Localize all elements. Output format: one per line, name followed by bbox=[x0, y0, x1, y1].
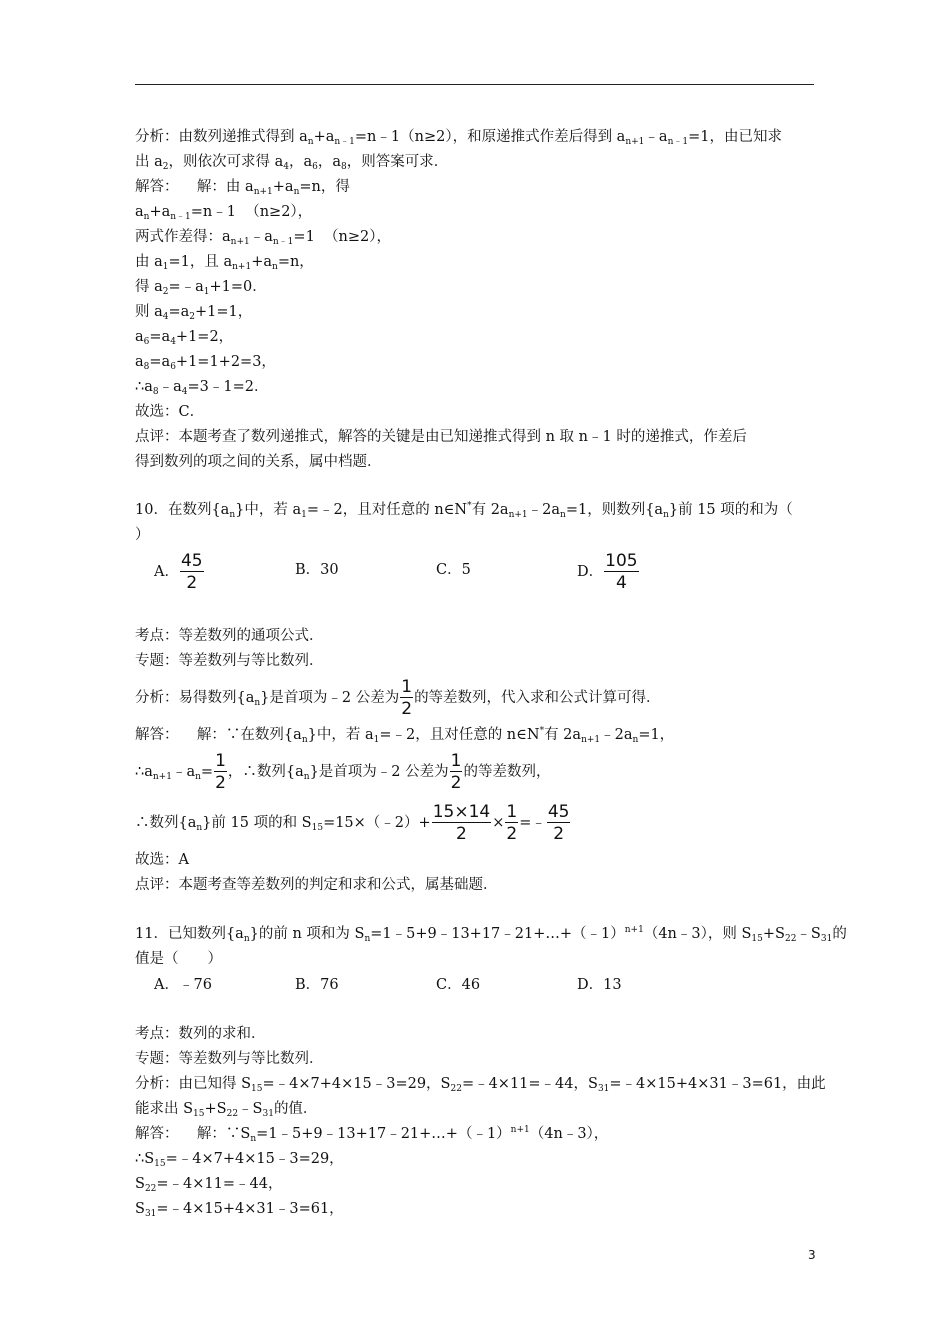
q11-zhuanti: 专题：等差数列与等比数列． bbox=[135, 1051, 324, 1067]
p9-comment-line1: 点评：本题考查了数列递推式，解答的关键是由已知递推式得到 n 取 n﹣1 时的递推式，作差后 bbox=[135, 429, 747, 445]
header-rule bbox=[135, 84, 814, 85]
q10-analysis: 分析：易得数列$\{a_n\}$是首项为﹣2 公差为 $\frac{1}{2}$ 的等差数列，代入求和公式计算可得． bbox=[135, 677, 661, 719]
page-number: 3 bbox=[808, 1248, 816, 1262]
p9-solution-step: 则 $a_4=a_2+1=1$， bbox=[135, 304, 253, 322]
p9-solution-step: 由 $a_1=1$，且 $a_{n+1}+a_n=n$， bbox=[135, 254, 314, 272]
q11-analysis-line2: 能求出 $S_{15}+S_{22}﹣S_{31}$的值． bbox=[135, 1101, 318, 1119]
p9-solution-step: 得 $a_2=﹣a_1+1=0$． bbox=[135, 279, 267, 297]
q10-stem-line2: ） bbox=[135, 527, 150, 543]
p9-solution-step: $\therefore a_8﹣a_4=3﹣1=2$． bbox=[135, 379, 269, 397]
p9-solution-step: 两式作差得：$a_{n+1}﹣a_{n﹣1}=1$ （n≥2）， bbox=[135, 229, 391, 247]
q10-zhuanti: 专题：等差数列与等比数列． bbox=[135, 653, 324, 669]
q10-solution-line1: 解答： 解：∵在数列$\{a_n\}$中，若 $a_1=﹣2$，且对任意的 n∈N*有 $2a_{n+1}﹣2a_n=1$， bbox=[135, 726, 675, 745]
q10-option-a: A． $\frac{45}{2}$ bbox=[154, 551, 203, 593]
p9-analysis-line2: 出 $a_2$，则依次可求得 $a_4$，$a_6$，$a_8$，则答案可求． bbox=[135, 154, 449, 172]
q11-option-a: A．﹣76 bbox=[154, 977, 212, 993]
q11-option-d: D．13 bbox=[577, 977, 622, 993]
p9-solution-head: 解答： 解：由 $a_{n+1}+a_n=n$，得 bbox=[135, 179, 350, 197]
p9-solution-step: $a_n+a_{n﹣1}=n﹣1$ （n≥2）， bbox=[135, 204, 313, 222]
q11-solution-step: $S_{31}=﹣4\times 15+4\times 31﹣3=61$， bbox=[135, 1201, 344, 1219]
q10-kaodian: 考点：等差数列的通项公式． bbox=[135, 628, 324, 644]
p9-comment-line2: 得到数列的项之间的关系，属中档题． bbox=[135, 454, 382, 470]
p9-analysis-line1: 分析：由数列递推式得到 $a_n+a_{n﹣1}=n﹣1(n\ge 2)$，和原递推式作差后得到 $a_{n+1}﹣a_{n﹣1}=1$，由已知求 bbox=[135, 129, 782, 147]
q10-choice: 故选：A bbox=[135, 852, 189, 868]
q11-solution-step: $S_{22}=﹣4\times 11=﹣44$， bbox=[135, 1176, 283, 1194]
q10-solution-line3: ∴数列$\{a_n\}$前 15 项的和 $S_{15}=15\times(﹣2)+$ $\frac{15\times 14}{2}$ × $\frac{1}{2}$ =﹣ $\frac{45}{2}$ bbox=[135, 802, 570, 844]
q10-stem: 10．在数列$\{a_n\}$中，若 $a_1=﹣2$，且对任意的 n∈N*有 $2a_{n+1}﹣2a_n=1$，则数列$\{a_n\}$前 15 项的和为（ bbox=[135, 501, 793, 520]
q10-option-b: B．30 bbox=[295, 562, 339, 578]
q10-option-d: D． $\frac{105}{4}$ bbox=[577, 551, 638, 593]
q11-analysis-line1: 分析：由已知得 $S_{15}=﹣4\times 7+4\times 15﹣3=29$，$S_{22}=﹣4\times 11=﹣44$，$S_{31}=﹣4\times 15+4\times 31﹣3=61$，由此 bbox=[135, 1076, 826, 1094]
q10-solution-line2: $\therefore a_{n+1}﹣a_n=$ $\frac{1}{2}$ ，∴数列$\{a_n\}$是首项为﹣2 公差为 $\frac{1}{2}$ 的等差数列， bbox=[135, 751, 551, 793]
p9-solution-step: $a_8=a_6+1=1+2=3$， bbox=[135, 354, 276, 372]
q10-option-c: C．5 bbox=[436, 562, 471, 578]
q11-stem-line2: 值是（ ） bbox=[135, 951, 222, 967]
q11-stem: 11．已知数列$\{a_n\}$的前 n 项和为 $S_n=1﹣5+9﹣13+17﹣21+\dots+(﹣1)^{n+1}(4n﹣3)$，则 $S_{15}+S_{22}﹣S_{31}$的 bbox=[135, 925, 847, 944]
p9-choice: 故选：C． bbox=[135, 404, 205, 420]
q11-option-b: B．76 bbox=[295, 977, 339, 993]
q11-solution-step: $\therefore S_{15}=﹣4\times 7+4\times 15﹣3=29$， bbox=[135, 1151, 344, 1169]
p9-solution-step: $a_6=a_4+1=2$， bbox=[135, 329, 234, 347]
q11-option-c: C．46 bbox=[436, 977, 481, 993]
q11-solution-line1: 解答： 解：$\because S_n=1﹣5+9﹣13+17﹣21+\dots+(﹣1)^{n+1}(4n﹣3)$， bbox=[135, 1125, 609, 1144]
q11-kaodian: 考点：数列的求和． bbox=[135, 1026, 266, 1042]
q10-comment: 点评：本题考查等差数列的判定和求和公式，属基础题． bbox=[135, 877, 498, 893]
